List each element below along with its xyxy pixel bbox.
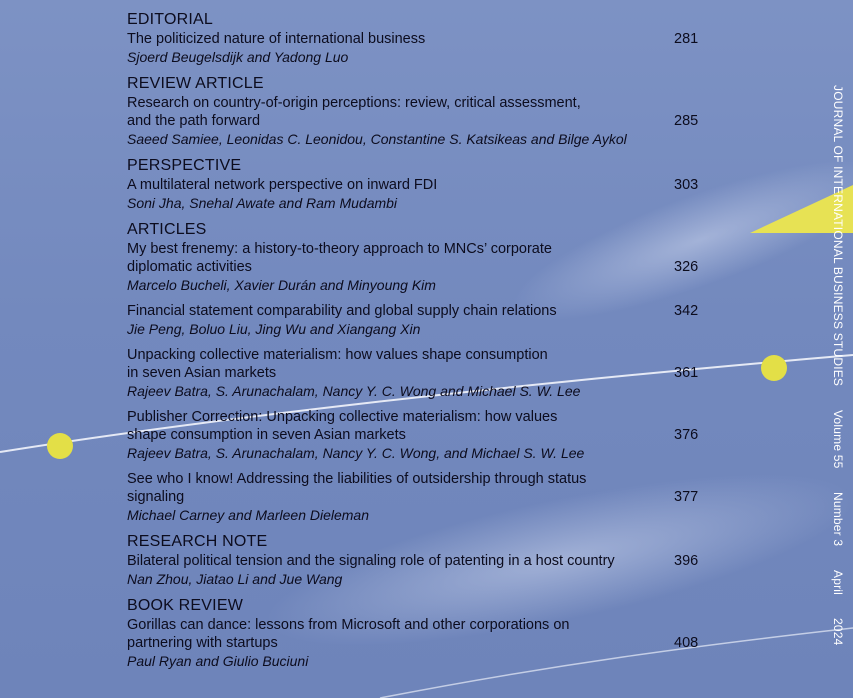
toc-section — [127, 74, 727, 148]
title-line: My best frenemy: a history-to-theory approach to MNCs’ corporate — [127, 241, 552, 257]
article-authors: Rajeev Batra, S. Arunachalam, Nancy Y. C. Wong, and Michael S. W. Lee — [127, 445, 585, 461]
title-line: in seven Asian markets — [127, 365, 277, 381]
section-heading: RESEARCH NOTE — [127, 533, 268, 550]
section-heading: BOOK REVIEW — [127, 597, 243, 614]
page-number: 376 — [674, 427, 699, 443]
toc-section — [127, 10, 727, 66]
toc-entry[interactable] — [127, 552, 727, 588]
page-number: 408 — [674, 635, 699, 651]
page-number: 285 — [674, 113, 699, 129]
yellow-dot — [761, 355, 787, 381]
year-label: 2024 — [831, 618, 845, 646]
page-number: 303 — [674, 177, 699, 193]
toc-entry[interactable] — [127, 94, 727, 148]
title-line: See who I know! Addressing the liabilities of outsidership through status — [127, 471, 587, 487]
article-authors: Marcelo Bucheli, Xavier Durán and Minyoung Kim — [127, 277, 436, 293]
article-title[interactable] — [127, 346, 657, 382]
page-number: 396 — [674, 553, 699, 569]
article-authors: Saeed Samiee, Leonidas C. Leonidou, Constantine S. Katsikeas and Bilge Aykol — [127, 131, 627, 147]
article-authors: Jie Peng, Boluo Liu, Jing Wu and Xiangang Xin — [127, 321, 421, 337]
journal-name: JOURNAL OF INTERNATIONAL BUSINESS STUDIES — [831, 85, 845, 387]
toc-entry[interactable] — [127, 346, 727, 400]
title-line: and the path forward — [127, 113, 261, 129]
title-line: signaling — [127, 489, 185, 505]
title-line: Financial statement comparability and global supply chain relations — [127, 303, 557, 319]
article-authors: Paul Ryan and Giulio Buciuni — [127, 653, 309, 669]
title-line: The politicized nature of international business — [127, 31, 426, 47]
article-authors: Rajeev Batra, S. Arunachalam, Nancy Y. C. Wong and Michael S. W. Lee — [127, 383, 581, 399]
table-of-contents — [127, 10, 727, 678]
toc-entry[interactable] — [127, 240, 727, 294]
volume-label: Volume 55 — [831, 409, 845, 469]
page-number: 326 — [674, 259, 699, 275]
title-line: A multilateral network perspective on inward FDI — [127, 177, 438, 193]
page-number: 361 — [674, 365, 699, 381]
toc-section — [127, 156, 727, 212]
page-number: 377 — [674, 489, 699, 505]
article-title[interactable] — [127, 408, 657, 444]
title-line: Publisher Correction: Unpacking collective materialism: how values — [127, 409, 558, 425]
title-line: Research on country-of-origin perceptions: review, critical assessment, — [127, 95, 581, 111]
title-line: Bilateral political tension and the signaling role of patenting in a host country — [127, 553, 615, 569]
toc-entry[interactable] — [127, 176, 727, 212]
title-line: partnering with startups — [127, 635, 278, 651]
page-number: 342 — [674, 303, 699, 319]
article-authors: Nan Zhou, Jiatao Li and Jue Wang — [127, 571, 343, 587]
toc-entry[interactable] — [127, 408, 727, 462]
month-label: April — [831, 569, 845, 595]
spine-text — [831, 85, 845, 646]
toc-entry[interactable] — [127, 302, 727, 338]
article-title[interactable] — [127, 552, 657, 570]
page-number: 281 — [674, 31, 699, 47]
yellow-dot — [47, 433, 73, 459]
toc-entry[interactable] — [127, 470, 727, 524]
article-title[interactable] — [127, 302, 657, 320]
article-title[interactable] — [127, 616, 657, 652]
section-heading: PERSPECTIVE — [127, 157, 242, 174]
title-line: shape consumption in seven Asian markets — [127, 427, 406, 443]
toc-section — [127, 532, 727, 588]
section-heading: ARTICLES — [127, 221, 207, 238]
article-title[interactable] — [127, 470, 657, 506]
toc-entry[interactable] — [127, 30, 727, 66]
article-authors: Sjoerd Beugelsdijk and Yadong Luo — [127, 49, 349, 65]
article-title[interactable] — [127, 94, 657, 130]
toc-section — [127, 596, 727, 670]
title-line: diplomatic activities — [127, 259, 252, 275]
section-heading: REVIEW ARTICLE — [127, 75, 264, 92]
section-heading: EDITORIAL — [127, 11, 213, 28]
toc-section — [127, 220, 727, 524]
number-label: Number 3 — [831, 491, 845, 547]
article-authors: Soni Jha, Snehal Awate and Ram Mudambi — [127, 195, 398, 211]
article-authors: Michael Carney and Marleen Dieleman — [127, 507, 370, 523]
title-line: Unpacking collective materialism: how values shape consumption — [127, 347, 548, 363]
article-title[interactable] — [127, 30, 657, 48]
article-title[interactable] — [127, 240, 657, 276]
article-title[interactable] — [127, 176, 657, 194]
title-line: Gorillas can dance: lessons from Microsoft and other corporations on — [127, 617, 570, 633]
toc-entry[interactable] — [127, 616, 727, 670]
